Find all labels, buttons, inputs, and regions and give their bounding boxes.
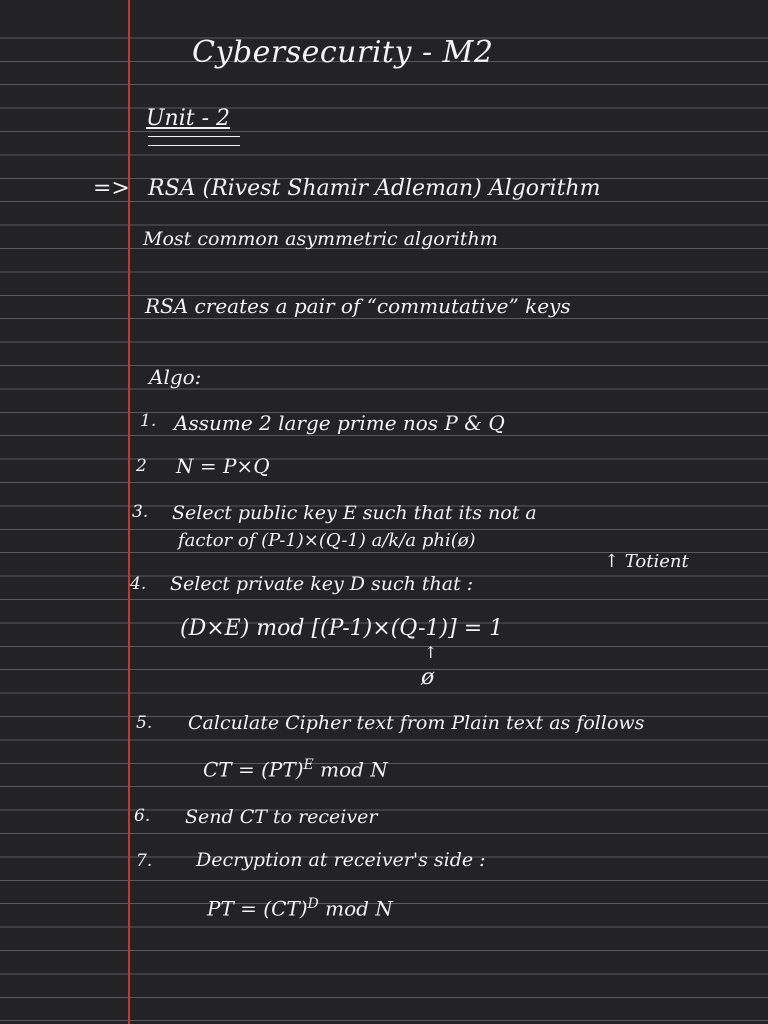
- step-text: N = P×Q: [176, 454, 270, 478]
- totient-note: ↑ Totient: [604, 551, 689, 572]
- phi-arrow-icon: ↑: [424, 643, 438, 662]
- step-number: 4.: [130, 574, 147, 594]
- step-text: Calculate Cipher text from Plain text as follows: [188, 712, 645, 734]
- pt-exponent: D: [307, 896, 319, 912]
- unit-heading: Unit - 2: [146, 106, 231, 131]
- margin-line: [128, 0, 130, 1024]
- step-number: 7.: [136, 851, 153, 871]
- step-text: Select public key E such that its not a: [172, 502, 537, 524]
- ct-formula-base: CT = (PT): [203, 757, 304, 782]
- note-line-asymmetric: Most common asymmetric algorithm: [143, 228, 498, 250]
- page-title: Cybersecurity - M2: [192, 35, 494, 70]
- arrow-bullet-icon: =>: [93, 176, 130, 201]
- step-number: 6.: [134, 806, 151, 826]
- step-3-continuation: factor of (P-1)×(Q-1) a/k/a phi(ø): [178, 530, 476, 551]
- pt-formula: [207, 897, 393, 919]
- step-number: 2: [136, 456, 147, 476]
- step-number: 5.: [136, 713, 153, 733]
- step-text: Send CT to receiver: [185, 806, 378, 828]
- note-line-commutative: RSA creates a pair of “commutative” keys: [145, 294, 571, 318]
- pt-formula-base: PT = (CT): [207, 896, 308, 921]
- rsa-heading: RSA (Rivest Shamir Adleman) Algorithm: [148, 176, 601, 201]
- step-number: 3.: [132, 502, 149, 522]
- phi-symbol: ø: [421, 665, 435, 690]
- step-number: 1.: [140, 411, 157, 431]
- algo-label: Algo:: [149, 365, 202, 389]
- step-4-formula: (D×E) mod [(P-1)×(Q-1)] = 1: [180, 616, 504, 641]
- ct-formula: [203, 758, 388, 780]
- ct-formula-tail: mod N: [320, 757, 388, 782]
- unit-underline: [148, 136, 240, 146]
- step-text: Decryption at receiver's side :: [196, 849, 486, 871]
- step-text: Select private key D such that :: [170, 573, 474, 595]
- ct-exponent: E: [303, 757, 314, 773]
- pt-formula-tail: mod N: [325, 896, 393, 921]
- step-text: Assume 2 large prime nos P & Q: [174, 411, 505, 435]
